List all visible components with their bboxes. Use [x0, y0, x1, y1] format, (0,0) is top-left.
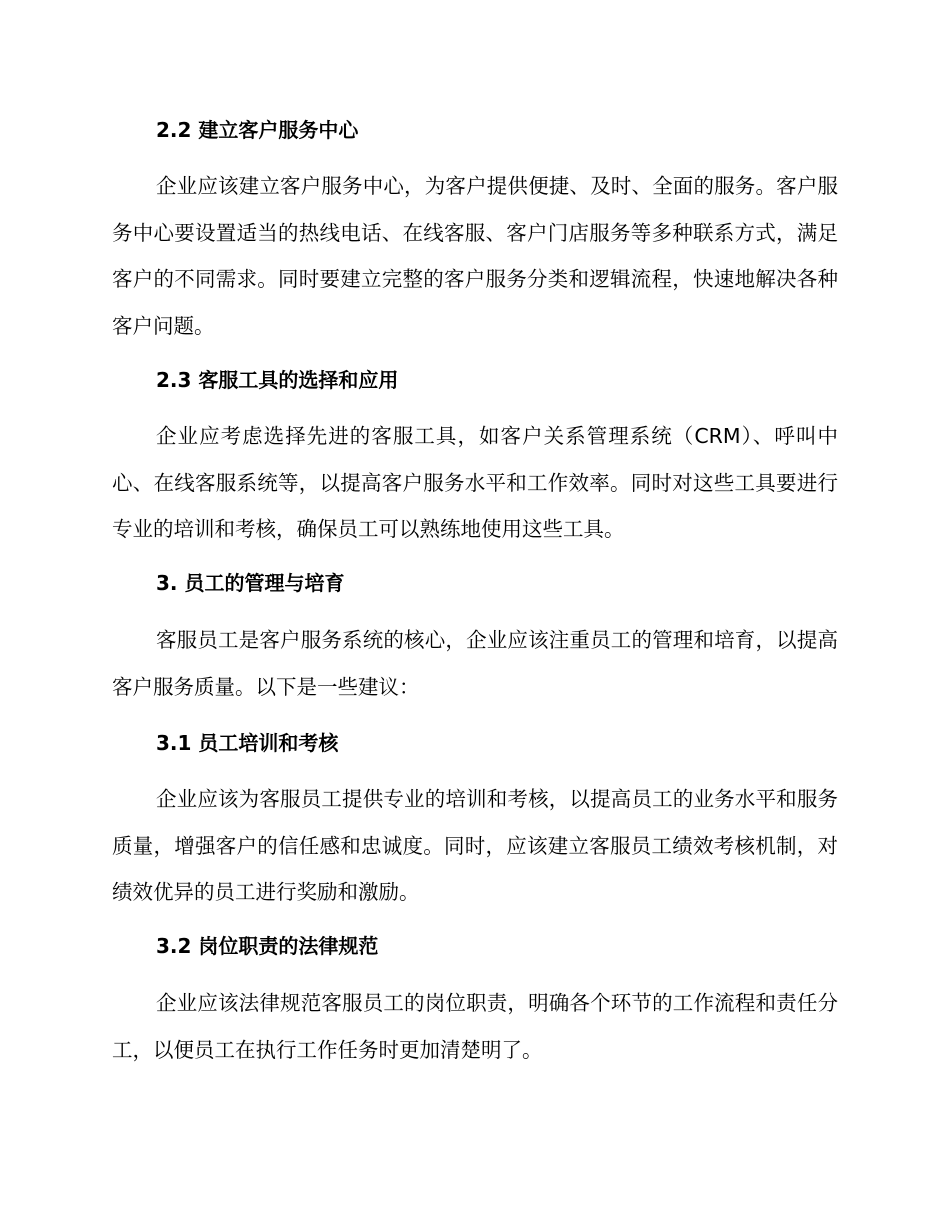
section-paragraph: 企业应该为客服员工提供专业的培训和考核，以提高员工的业务水平和服务质量，增强客户的信任感和忠诚度。同时，应该建立客服员工绩效考核机制，对绩效优异的员工进行奖励和激励。 — [112, 787, 838, 904]
section-heading: 3.1 员工培训和考核 — [156, 731, 339, 755]
section-paragraph: 企业应考虑选择先进的客服工具，如客户关系管理系统（CRM）、呼叫中心、在线客服系统等，以提高客户服务水平和工作效率。同时对这些工具要进行专业的培训和考核，确保员工可以熟练地使用这些工具。 — [112, 424, 838, 541]
section-heading: 2.2 建立客户服务中心 — [156, 118, 359, 142]
section-paragraph: 企业应该法律规范客服员工的岗位职责，明确各个环节的工作流程和责任分工，以便员工在执行工作任务时更加清楚明了。 — [112, 991, 838, 1062]
section-heading: 3.2 岗位职责的法律规范 — [156, 934, 379, 958]
section-heading: 2.3 客服工具的选择和应用 — [156, 368, 399, 392]
section-paragraph: 客服员工是客户服务系统的核心，企业应该注重员工的管理和培育，以提高客户服务质量。以下是一些建议： — [112, 628, 838, 699]
section-heading: 3. 员工的管理与培育 — [156, 571, 345, 595]
section-paragraph: 企业应该建立客户服务中心，为客户提供便捷、及时、全面的服务。客户服务中心要设置适当的热线电话、在线客服、客户门店服务等多种联系方式，满足客户的不同需求。同时要建立完整的客户服务分类和逻辑流程，快速地解决各种客户问题。 — [112, 174, 838, 338]
